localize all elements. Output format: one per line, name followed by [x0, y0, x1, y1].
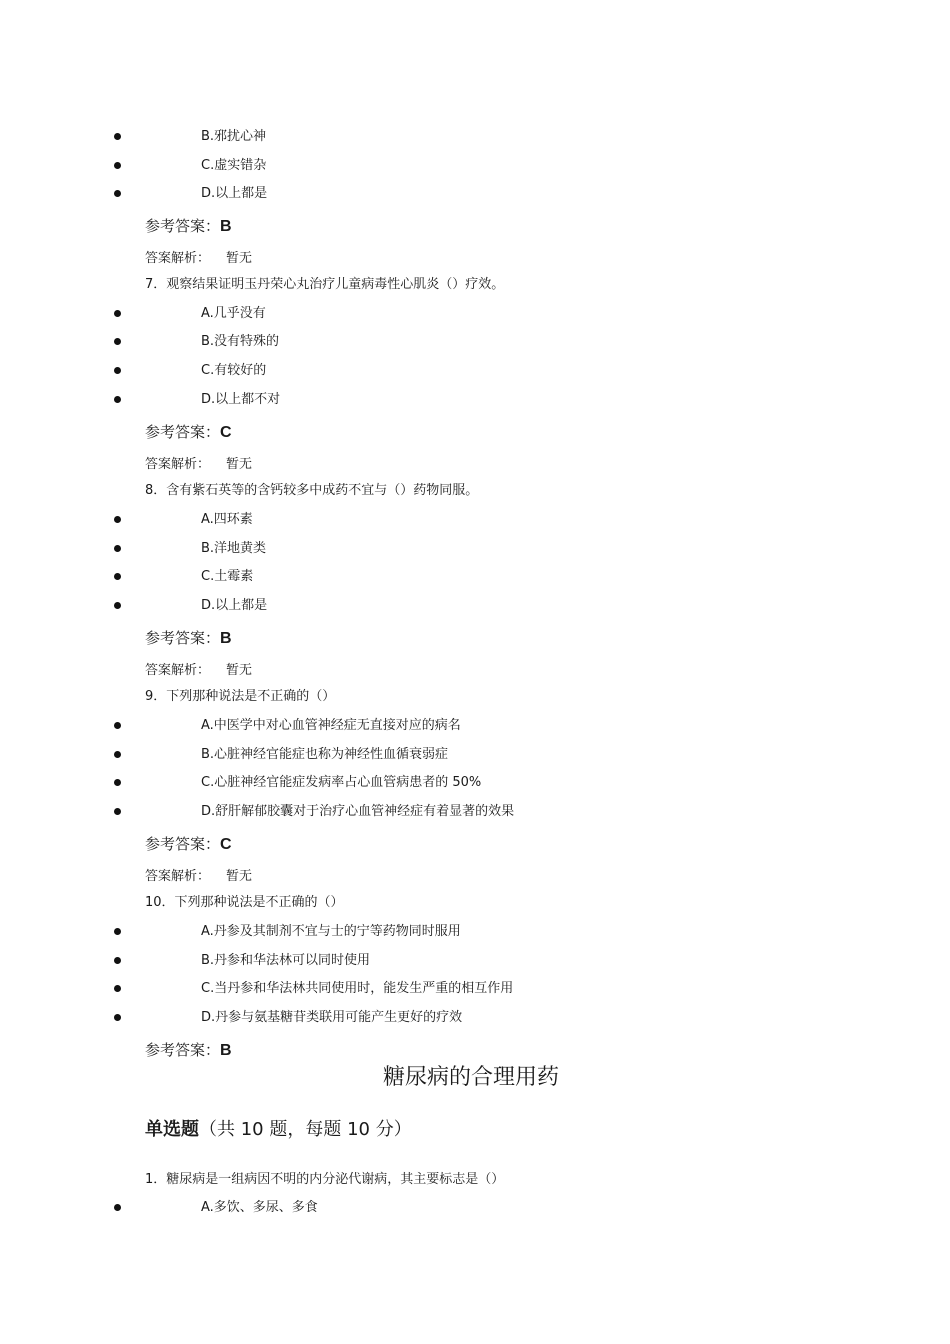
bullet-icon [114, 516, 121, 523]
bullet-icon [114, 1014, 121, 1021]
analysis-label: 答案解析： [145, 869, 211, 884]
analysis-label: 答案解析： [145, 457, 211, 472]
question-8-text: 8．含有紫石英等的含钙较多中成药不宜与（）药物同服。 [145, 483, 479, 498]
answer-9 [145, 835, 232, 854]
option-9-c: C.心脏神经官能症发病率占心血管病患者的 50% [201, 775, 482, 790]
bullet-icon [114, 367, 121, 374]
bullet-icon [114, 1204, 121, 1211]
answer-label: 参考答案： [145, 629, 221, 647]
answer-label: 参考答案： [145, 423, 221, 441]
section2-option-1-a: A.多饮、多尿、多食 [201, 1200, 318, 1215]
section-title: 糖尿病的合理用药 [383, 1065, 560, 1090]
option-10-d: D.丹参与氨基糖苷类联用可能产生更好的疗效 [201, 1010, 463, 1025]
bullet-icon [114, 602, 121, 609]
bullet-icon [114, 985, 121, 992]
option-9-d: D.舒肝解郁胶囊对于治疗心血管神经症有着显著的效果 [201, 804, 515, 819]
answer-value: B [220, 1042, 232, 1059]
bullet-icon [114, 133, 121, 140]
answer-label: 参考答案： [145, 217, 221, 235]
answer-6 [145, 217, 232, 236]
section-heading-label: 单选题 [145, 1119, 199, 1140]
section2-question-1-text: 1．糖尿病是一组病因不明的内分泌代谢病，其主要标志是（） [145, 1172, 505, 1187]
option-7-a: A.几乎没有 [201, 306, 266, 321]
option-8-d: D.以上都是 [201, 598, 268, 613]
option-7-d: D.以上都不对 [201, 392, 281, 407]
answer-label: 参考答案： [145, 835, 221, 853]
option-10-c: C.当丹参和华法林共同使用时，能发生严重的相互作用 [201, 981, 514, 996]
bullet-icon [114, 545, 121, 552]
bullet-icon [114, 751, 121, 758]
bullet-icon [114, 310, 121, 317]
bullet-icon [114, 808, 121, 815]
option-8-a: A.四环素 [201, 512, 253, 527]
answer-label: 参考答案： [145, 1041, 221, 1059]
bullet-icon [114, 957, 121, 964]
section-heading-detail: （共 10 题，每题 10 分） [199, 1119, 412, 1140]
bullet-icon [114, 722, 121, 729]
option-9-a: A.中医学中对心血管神经症无直接对应的病名 [201, 718, 461, 733]
analysis-value: 暂无 [226, 251, 253, 266]
option-7-b: B.没有特殊的 [201, 334, 280, 349]
bullet-icon [114, 928, 121, 935]
question-10-text: 10．下列那种说法是不正确的（） [145, 895, 344, 910]
bullet-icon [114, 396, 121, 403]
analysis-6 [145, 251, 252, 267]
option-10-a: A.丹参及其制剂不宜与士的宁等药物同时服用 [201, 924, 461, 939]
bullet-icon [114, 573, 121, 580]
option-8-c: C.土霉素 [201, 569, 254, 584]
answer-8 [145, 629, 232, 648]
analysis-label: 答案解析： [145, 251, 211, 266]
bullet-icon [114, 338, 121, 345]
bullet-icon [114, 190, 121, 197]
answer-value: C [220, 424, 232, 441]
analysis-9 [145, 869, 252, 885]
section-heading [145, 1119, 412, 1141]
answer-value: C [220, 836, 232, 853]
answer-10 [145, 1041, 232, 1060]
bullet-icon [114, 779, 121, 786]
option-9-b: B.心脏神经官能症也称为神经性血循衰弱症 [201, 747, 449, 762]
answer-value: B [220, 630, 232, 647]
option-6-d: D.以上都是 [201, 186, 268, 201]
analysis-value: 暂无 [226, 663, 253, 678]
option-8-b: B.洋地黄类 [201, 541, 267, 556]
question-9-text: 9．下列那种说法是不正确的（） [145, 689, 336, 704]
option-6-b: B.邪扰心神 [201, 129, 267, 144]
bullet-icon [114, 162, 121, 169]
analysis-7 [145, 457, 252, 473]
analysis-value: 暂无 [226, 457, 253, 472]
option-6-c: C.虚实错杂 [201, 158, 267, 173]
analysis-value: 暂无 [226, 869, 253, 884]
option-7-c: C.有较好的 [201, 363, 267, 378]
answer-7 [145, 423, 232, 442]
answer-value: B [220, 218, 232, 235]
analysis-8 [145, 663, 252, 679]
analysis-label: 答案解析： [145, 663, 211, 678]
option-10-b: B.丹参和华法林可以同时使用 [201, 953, 371, 968]
question-7-text: 7．观察结果证明玉丹荣心丸治疗儿童病毒性心肌炎（）疗效。 [145, 277, 505, 292]
